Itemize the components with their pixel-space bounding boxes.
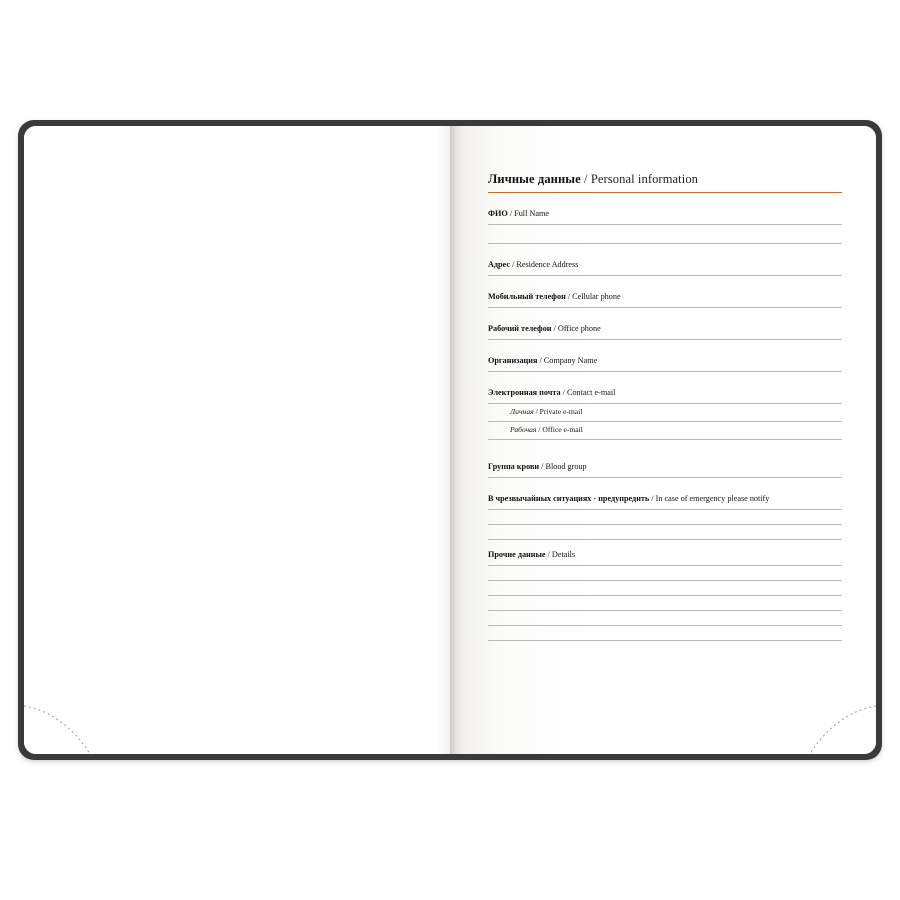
write-line[interactable] — [488, 610, 842, 611]
write-line[interactable] — [488, 539, 842, 540]
write-line[interactable] — [488, 224, 842, 225]
field-label-residence-address — [488, 256, 842, 273]
label-separator: / — [560, 388, 567, 397]
write-line[interactable] — [488, 275, 842, 276]
write-line[interactable] — [488, 509, 842, 510]
left-blank-page — [24, 126, 450, 754]
field-blood-group — [488, 458, 842, 478]
label-en: Details — [551, 550, 576, 559]
label-separator: / — [545, 550, 552, 559]
label-ru: Рабочая — [510, 425, 537, 434]
notebook-cover — [18, 120, 882, 760]
field-label-cellular-phone — [488, 288, 842, 305]
label-ru: Организация — [488, 356, 538, 365]
notebook-pages — [24, 126, 876, 754]
label-en: Cellular phone — [572, 292, 621, 301]
page-title-ru: Личные данные — [488, 172, 581, 186]
label-ru: Рабочий телефон — [488, 324, 552, 333]
write-line[interactable] — [488, 565, 842, 566]
label-separator: / — [536, 425, 543, 434]
label-en: Office phone — [557, 324, 601, 333]
spacer — [488, 440, 842, 458]
write-line[interactable] — [488, 625, 842, 626]
label-separator: / — [551, 324, 558, 333]
field-residence-address — [488, 256, 842, 276]
write-line[interactable] — [488, 371, 842, 372]
field-label-private-email — [488, 404, 842, 419]
field-label-details — [488, 546, 842, 563]
spacer — [488, 308, 842, 320]
page-title-separator: / — [580, 172, 591, 186]
field-company-name — [488, 352, 842, 372]
right-printed-page — [450, 126, 876, 754]
label-ru: Электронная почта — [488, 388, 561, 397]
page-corner-pocket-left — [24, 698, 98, 754]
label-ru: Мобильный телефон — [488, 292, 566, 301]
field-label-office-email — [488, 422, 842, 437]
write-line[interactable] — [488, 339, 842, 340]
spacer — [488, 193, 842, 205]
field-full-name — [488, 205, 842, 244]
label-separator: / — [507, 209, 515, 218]
field-label-contact-email — [488, 384, 842, 401]
label-ru: Адрес — [488, 260, 510, 269]
write-line[interactable] — [488, 439, 842, 440]
spacer — [488, 478, 842, 490]
field-label-blood-group — [488, 458, 842, 475]
label-en: Company Name — [543, 356, 598, 365]
label-en: Full Name — [514, 209, 549, 218]
field-label-full-name — [488, 205, 842, 222]
field-office-phone — [488, 320, 842, 340]
label-separator: / — [509, 260, 517, 269]
write-line[interactable] — [488, 580, 842, 581]
field-label-company-name — [488, 352, 842, 369]
write-line[interactable] — [488, 243, 842, 244]
label-en: Contact e-mail — [566, 388, 616, 397]
label-ru: ФИО — [488, 209, 508, 218]
personal-information-form — [488, 172, 842, 730]
field-contact-email — [488, 384, 842, 440]
field-details — [488, 546, 842, 641]
write-line[interactable] — [488, 307, 842, 308]
label-en: Office e-mail — [542, 425, 583, 434]
page-title — [488, 172, 842, 193]
corner-dash-icon — [24, 698, 98, 754]
label-en: Residence Address — [516, 260, 579, 269]
field-label-office-phone — [488, 320, 842, 337]
label-ru: Группа крови — [488, 462, 540, 471]
label-en: Blood group — [545, 462, 587, 471]
label-separator: / — [537, 356, 544, 365]
field-emergency-contact — [488, 490, 842, 540]
label-ru: Прочие данные — [488, 550, 546, 559]
label-separator: / — [533, 407, 540, 416]
label-ru: В чрезвычайных ситуациях - предупредить — [488, 494, 650, 503]
spacer — [488, 276, 842, 288]
label-separator: / — [565, 292, 573, 301]
label-separator: / — [539, 462, 546, 471]
spacer — [488, 244, 842, 256]
write-line[interactable] — [488, 524, 842, 525]
label-en: In case of emergency please notify — [655, 494, 770, 503]
write-line[interactable] — [488, 477, 842, 478]
write-line[interactable] — [488, 595, 842, 596]
page-title-en: Personal information — [590, 172, 699, 186]
spacer — [488, 340, 842, 352]
field-cellular-phone — [488, 288, 842, 308]
field-label-emergency-contact — [488, 490, 842, 507]
write-line[interactable] — [488, 640, 842, 641]
label-ru: Личная — [510, 407, 534, 416]
spacer — [488, 372, 842, 384]
label-en: Private e-mail — [539, 407, 583, 416]
label-separator: / — [649, 494, 656, 503]
